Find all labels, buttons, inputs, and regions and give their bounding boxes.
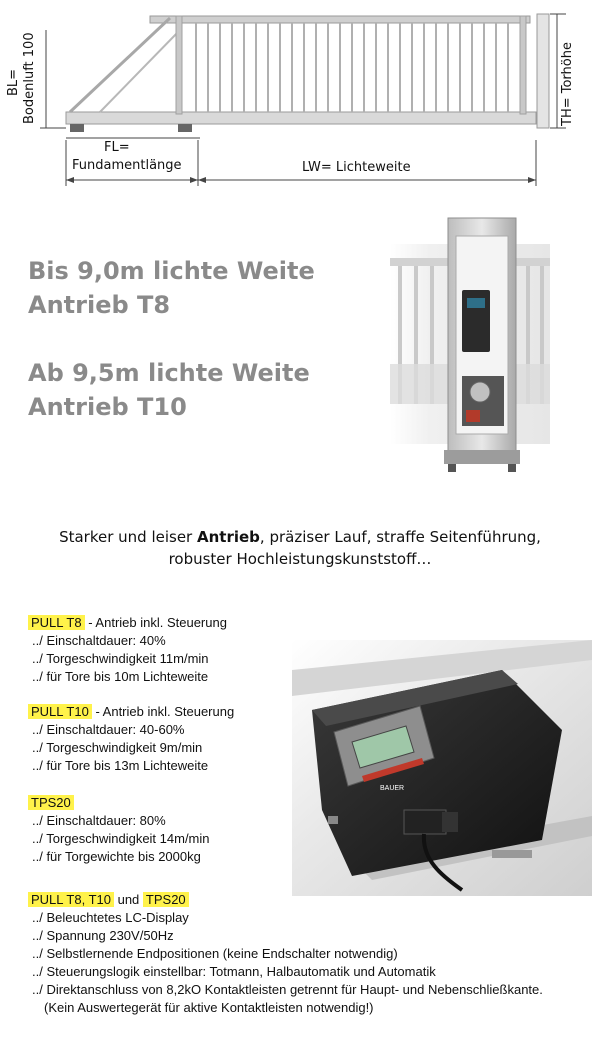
spec-common-item-2: ../ Spannung 230V/50Hz (32, 928, 174, 943)
headline-2: Antrieb T8 (28, 291, 171, 319)
intro-text-a: Starker und leiser (59, 528, 197, 546)
spec-t8-tag: PULL T8 (28, 615, 85, 630)
drive-unit-image (292, 640, 592, 896)
spec-t8-title: - Antrieb inkl. Steuerung (84, 615, 227, 630)
bl-sub-label: Bodenluft 100 (22, 32, 37, 124)
spec-common-item-3: ../ Selbstlernende Endpositionen (keine Endschalter notwendig) (32, 946, 398, 961)
spec-common-tag-2: TPS20 (143, 892, 189, 907)
spec-t10-header (28, 703, 234, 721)
spec-t10-item-2: ../ Torgeschwindigkeit 9m/min (32, 740, 203, 755)
gate-dimension-diagram (0, 0, 600, 200)
spec-t10-tag: PULL T10 (28, 704, 92, 719)
spec-tps-item-1: ../ Einschaltdauer: 80% (32, 813, 166, 828)
drive-column-image (390, 214, 550, 476)
intro-bold-word: Antrieb (197, 528, 260, 546)
spec-common-note: (Kein Auswertegerät für aktive Kontaktleisten notwendig!) (44, 1000, 374, 1015)
lw-label: LW= Lichteweite (302, 160, 411, 175)
headline-3: Ab 9,5m lichte Weite (28, 359, 310, 387)
bl-label: BL= (6, 68, 21, 96)
spec-t8-item-3: ../ für Tore bis 10m Lichteweite (32, 669, 209, 684)
spec-t8-item-1: ../ Einschaltdauer: 40% (32, 633, 166, 648)
intro-line-2: robuster Hochleistungskunststoff… (168, 550, 432, 568)
spec-t10-item-3: ../ für Tore bis 13m Lichteweite (32, 758, 209, 773)
fl-label: FL= (104, 140, 130, 155)
spec-common-tag-1: PULL T8, T10 (28, 892, 114, 907)
spec-tps-tag: TPS20 (28, 795, 74, 810)
headline-4: Antrieb T10 (28, 393, 187, 421)
fl-sub-label: Fundamentlänge (72, 158, 182, 173)
intro-text-b: , präziser Lauf, straffe Seitenführung, (259, 528, 541, 546)
spec-t10-title: - Antrieb inkl. Steuerung (91, 704, 235, 719)
spec-common-item-4: ../ Steuerungslogik einstellbar: Totmann, Halbautomatik und Automatik (32, 964, 436, 979)
spec-common-item-5: ../ Direktanschluss von 8,2kO Kontaktleisten getrennt für Haupt- und Nebenschließkante. (32, 982, 543, 997)
spec-tps-header (28, 794, 74, 812)
spec-t8-item-2: ../ Torgeschwindigkeit 11m/min (32, 651, 209, 666)
spec-tps-item-3: ../ für Torgewichte bis 2000kg (32, 849, 201, 864)
drive-column-photo (390, 214, 550, 476)
spec-common-und: und (113, 892, 143, 907)
drive-unit-photo (292, 640, 592, 896)
spec-common-item-1: ../ Beleuchtetes LC-Display (32, 910, 189, 925)
headline-1: Bis 9,0m lichte Weite (28, 257, 315, 285)
spec-t10-item-1: ../ Einschaltdauer: 40-60% (32, 722, 185, 737)
spec-t8-header (28, 614, 227, 632)
th-label: TH= Torhöhe (560, 42, 575, 126)
spec-common-header (28, 891, 189, 909)
brand-label: BAUER (380, 785, 405, 792)
spec-tps-item-2: ../ Torgeschwindigkeit 14m/min (32, 831, 210, 846)
intro-line-1 (0, 526, 600, 548)
